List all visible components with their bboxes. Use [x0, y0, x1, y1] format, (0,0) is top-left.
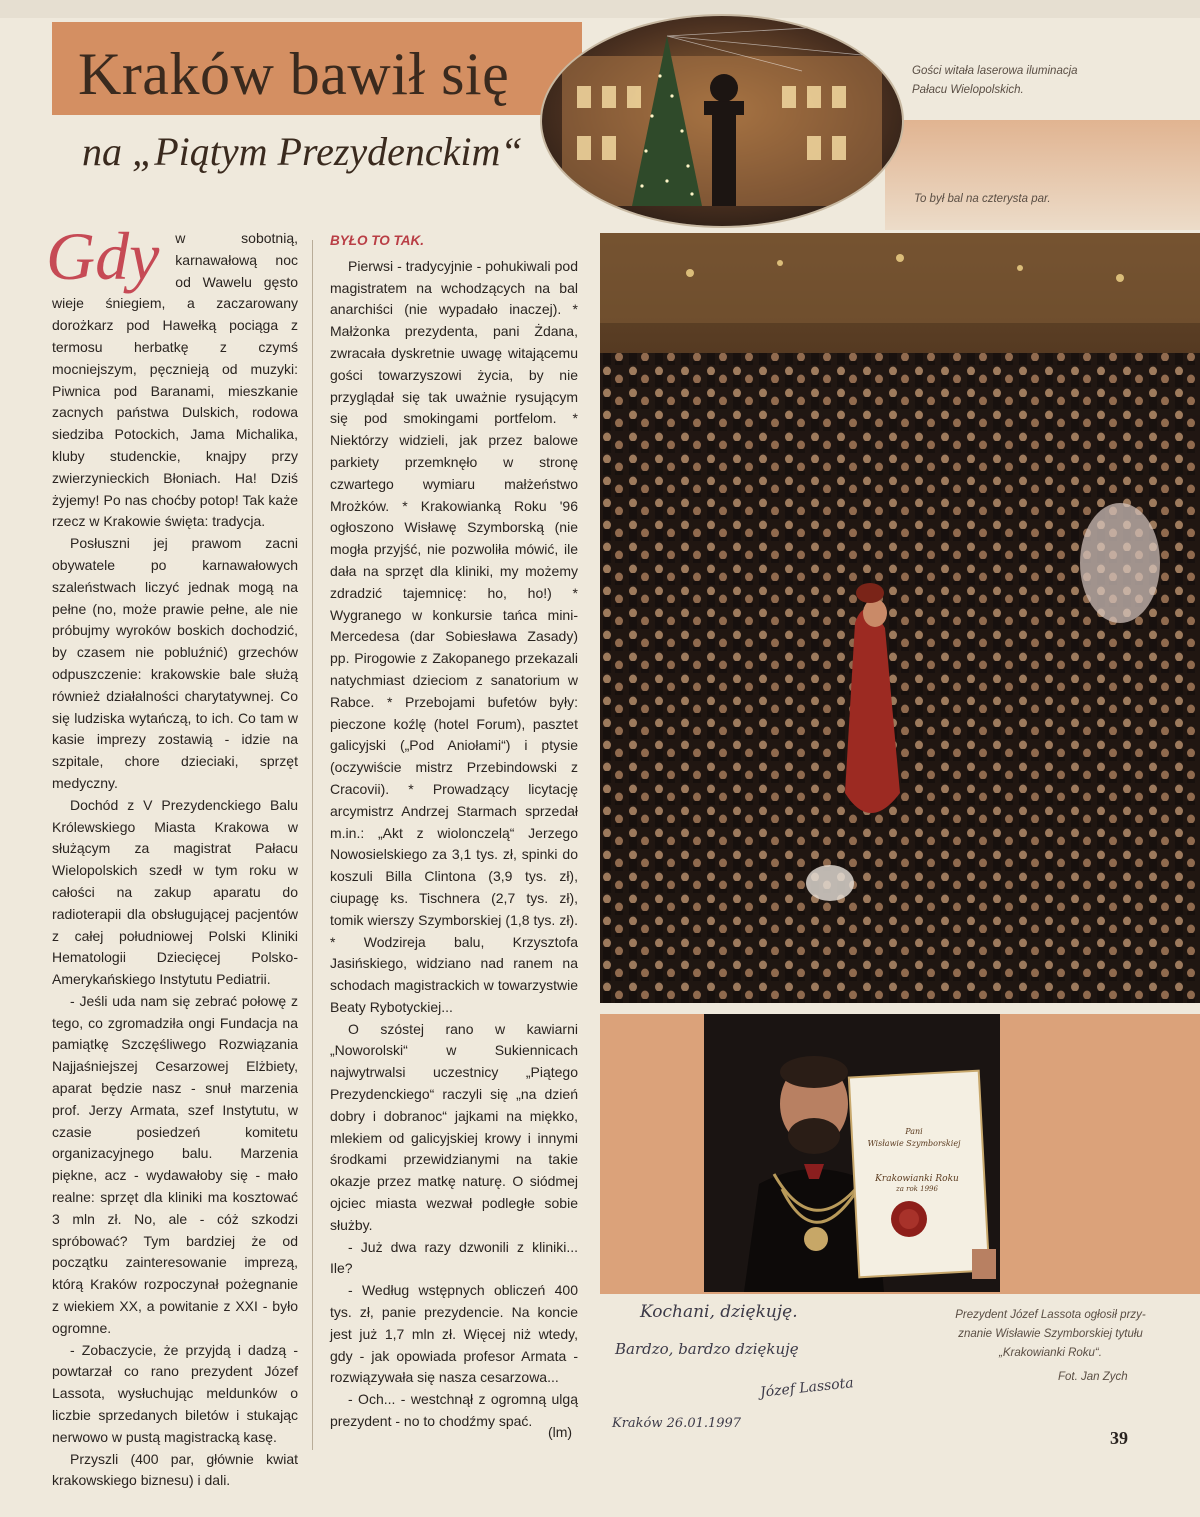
article-title: Kraków bawił się: [78, 41, 510, 107]
top-strip: [0, 0, 1200, 18]
paragraph: Przyszli (400 par, głównie kwiat krakowskiego biznesu) i dali.: [52, 1450, 298, 1489]
section-heading: BYŁO TO TAK.: [330, 233, 424, 248]
oval-photo-caption: [912, 62, 1172, 100]
diploma-line: Krakowianki Roku: [875, 1174, 959, 1184]
column-divider: [312, 240, 313, 1450]
palace-photo: [540, 14, 904, 228]
palace-illustration: [542, 16, 902, 226]
diploma-line: za rok 1996: [896, 1185, 938, 1193]
handwritten-signature: Józef Lassota: [759, 1375, 855, 1401]
handwritten-line: Kochani, dziękuję.: [640, 1302, 798, 1322]
paragraph: Pierwsi - tradycyjnie - pohukiwali pod magistratem na wchodzących na bal anarchiści (nie wypadało inaczej). * Małżonka prezydenta, pani Żdana, zwracała dyskretnie uwagę witającemu gości towarzyszowi życia, by nie przyglądał się tak uważnie rysującym się pod smokingami portfelom. * Niektórzy widzieli, jak przez balowe parkiety przemknęło w stronę czwartego wymiaru małżeństwo Mrożków. * Krakowianką Roku '96 ogłoszono Wisławę Szymborską (nie mogła przyjść, nie pozwoliła mówić, ile dała na sprzęt dla kliniki, my możemy zdradzić tajemnicę: ho, ho!) * Wygranego w konkursie tańca mini-Mercedesa (dar Sobiesława Zasady) pp. Pirogowie z Zakopanego przekazali natychmiast dzieciom z sanatorium w Rabce. * Przebojami bufetów były: pieczone koźlę (hotel Forum), pasztet galicyjski („Pod Aniołami“) i ptysie (oczywiście mistrz Przebindowski z Cracovii). * Prowadzący licytację arcymistrz Andrzej Starmach sprzedał m.in.: „Akt z wiolonczelą“ Jerzego Nowosielskiego za 3,1 tys. zł, spinki do koszuli Billa Clintona (3,9 tys. zł), ciupagę ks. Tischnera (2,7 tys. zł), tomik wierszy Szymborskiej (1,8 tys. zł). * Wodzireja balu, Krzysztofa Jasińskiego, widziano nad ranem na schodach magistrackich w towarzystwie Beaty Rybotyckiej...: [330, 257, 578, 1015]
paragraph: Dochód z V Prezydenckiego Balu Królewskiego Miasta Krakowa w służącym za magistrat Pałacu Wielopolskich szedł w tym roku w całości na zakup aparatu do radioterapii dla obsługującej pacjentów z całej południowej Polski Kliniki Hematologii Dziecięcej Polsko-Amerykańskiego Instytutu Pediatrii.: [52, 796, 298, 988]
mayor-illustration: [704, 1014, 1000, 1292]
paragraph: Posłuszni jej prawom zacni obywatele po karnawałowych szaleństwach liczyć jednak mogą na pełne (no, może prawie pełne, ale nie próbujmy wyroków boskich dochodzić, by czasem nie pobluźnić) grzechów odpuszczenie: krakowskie bale służą również działalności charytatywnej. Co się ludziska wytańczą, to ich. Co tam w kasie imprezy zostawią - idzie na szpitale, chore dzieciaki, sprzęt medyczny.: [52, 535, 298, 791]
diploma-line: Wisławie Szymborskiej: [867, 1139, 961, 1148]
dropcap: Gdy: [46, 218, 160, 294]
author-signoff: (lm): [548, 1424, 573, 1440]
paragraph: - Och... - westchnął z ogromną ulgą prezydent - no to chodźmy spać.: [330, 1391, 578, 1430]
paragraph: O szóstej rano w kawiarni „Noworolski“ w Sukiennicach najwytrwalsi uczestnicy „Piątego Prezydenckiego“ raczyli się „na dzień dobry i dobranoc“ jajkami na miękko, mlekiem od galicyjskiej krowy i innymi środkami przewidzianymi na takie okazje przez matkę naturę. O siódmej ojciec miasta wezwał podległe sobie służby.: [330, 1020, 578, 1233]
mayor-photo-caption: [928, 1306, 1173, 1363]
diploma-line: Pani: [905, 1127, 923, 1136]
paragraph: - Jeśli uda nam się zebrać połowę z tego, co zgromadziła ongi Fundacja na pamiątkę Szczęśliwego Rozwiązania Najjaśniejszej Cesarzowej Elżbiety, aparat będzie nasz - snuł marzenia prof. Jerzy Armata, szef Instytutu, w czasie posiedzeń komitetu organizacyjnego balu. Marzenia piękne, acz - wydawałoby się - mało realne: sprzęt dla kliniki ma kosztować 3 mln zł. No, ale - cóż szkodzi spróbować? Tym bardziej że od początku zainteresowanie imprezą, którą Kraków rozpoczynał pożegnanie z wiekiem XX, a powitanie z XXI - było ogromne.: [52, 992, 298, 1336]
paragraph: - Zobaczycie, że przyjdą i dadzą - powtarzał co rano prezydent Józef Lassota, wysłuchując meldunków o liczbie sprzedanych biletów i stukając nerwowo w pustą magistracką kasę.: [52, 1341, 298, 1445]
column-1: [46, 218, 298, 1492]
mayor-photo: [704, 1014, 1000, 1292]
page-number: 39: [1110, 1428, 1128, 1448]
paragraph: w sobotnią, karnawałową noc od Wawelu gęsto wieje śniegiem, a zaczarowany dorożkarz pod Hawełką pociąga z termosu herbatkę z czymś mocniejszym, pęcznieją od muzyki: Piwnica pod Baranami, mieszkanie zacnych państwa Dulskich, rodowa siedziba Potockich, Jama Michalika, kluby studenckie, knajpy przy zwierzynieckich Błoniach. Ha! Dziś żyjemy! Po nas choćby potop! Tak każe rzecz w Krakowie święta: tradycja.: [52, 230, 298, 530]
article-subtitle: na „Piątym Prezydenckim“: [82, 129, 523, 174]
paragraph: - Już dwa razy dzwonili z kliniki... Ile?: [330, 1238, 578, 1277]
ballroom-photo: [600, 233, 1200, 1003]
ballroom-illustration: [600, 233, 1200, 1003]
caption-line: Gości witała laserowa iluminacja: [912, 65, 1078, 77]
caption-line: Pałacu Wielopolskich.: [912, 84, 1024, 96]
caption-line: Prezydent Józef Lassota ogłosił przy-: [955, 1309, 1146, 1321]
right-header-band: [885, 120, 1200, 230]
ballroom-caption: To był bal na czterysta par.: [914, 193, 1051, 205]
paragraph: - Według wstępnych obliczeń 400 tys. zł, panie prezydencie. Na koncie jest już 1,7 mln zł. Więcej niż wtedy, gdy - jak opowiada profesor Armata - rozwiązywała się nasza cesarzowa...: [330, 1282, 578, 1386]
caption-line: znanie Wisławie Szymborskiej tytułu: [958, 1328, 1143, 1340]
column-2: [330, 230, 578, 1433]
caption-line: „Krakowianki Roku“.: [999, 1347, 1102, 1359]
handwritten-date: Kraków 26.01.1997: [612, 1416, 742, 1431]
photo-credit: Fot. Jan Zych: [1058, 1371, 1128, 1383]
handwritten-line: Bardzo, bardzo dziękuję: [615, 1340, 799, 1358]
